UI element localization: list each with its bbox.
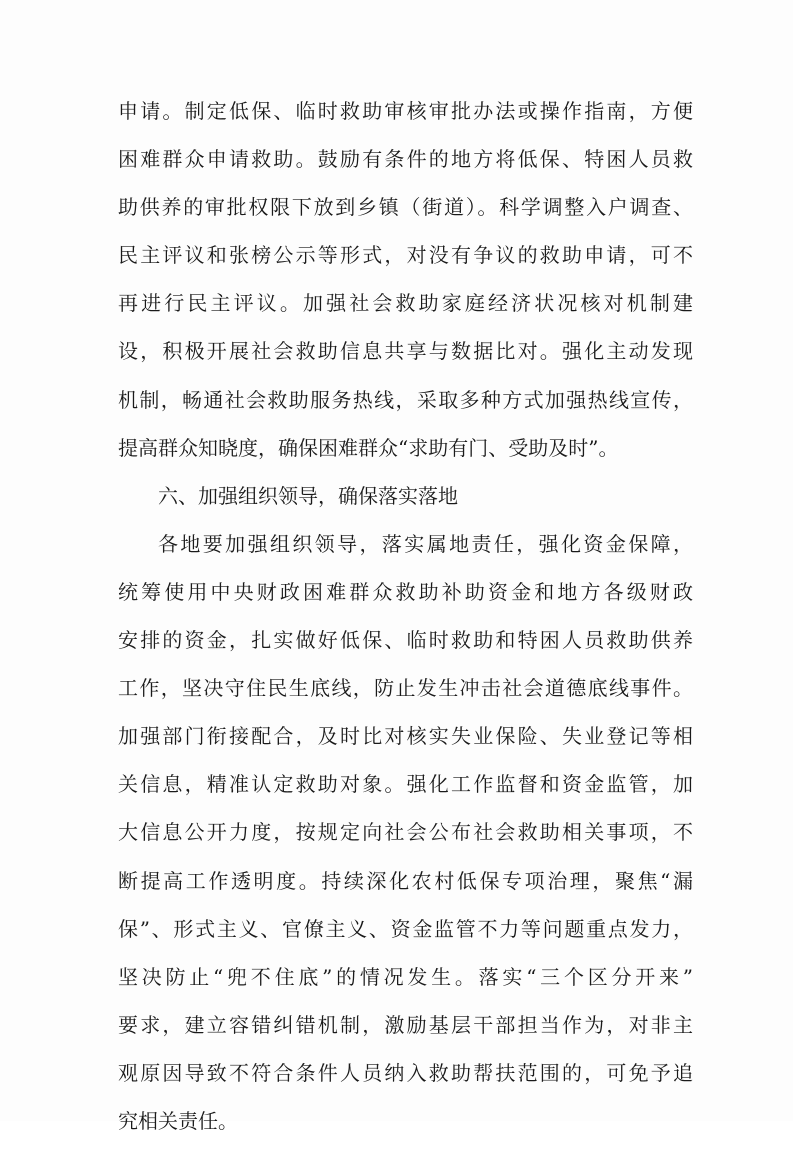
text-line: 申请。制定低保、临时救助审核审批办法或操作指南，方便 xyxy=(118,99,693,123)
document-body xyxy=(118,91,693,1149)
text-line: 工作，坚决守住民生底线，防止发生冲击社会道德底线事件。 xyxy=(118,676,693,701)
text-line: 安排的资金，扎实做好低保、临时救助和特困人员救助供养 xyxy=(118,628,693,653)
text-line: 统筹使用中央财政困难群众救助补助资金和地方各级财政 xyxy=(118,579,693,604)
text-line: 助供养的审批权限下放到乡镇（街道）。科学调整入户调查、 xyxy=(118,195,693,220)
text-line: 加强部门衔接配合，及时比对核实失业保险、失业登记等相 xyxy=(118,724,693,749)
text-line: 保”、形式主义、官僚主义、资金监管不力等问题重点发力， xyxy=(118,916,693,941)
text-line: 民主评议和张榜公示等形式，对没有争议的救助申请，可不 xyxy=(118,243,693,268)
text-line: 各地要加强组织领导，落实属地责任，强化资金保障， xyxy=(158,531,693,556)
text-line: 大信息公开力度，按规定向社会公布社会救助相关事项，不 xyxy=(118,820,693,845)
text-line: 观原因导致不符合条件人员纳入救助帮扶范围的，可免予追 xyxy=(118,1060,693,1085)
text-line: 提高群众知晓度，确保困难群众“求助有门、受助及时”。 xyxy=(118,435,619,460)
text-line: 机制，畅通社会救助服务热线，采取多种方式加强热线宣传， xyxy=(118,387,693,412)
text-line: 坚决防止“兜不住底”的情况发生。落实“三个区分开来” xyxy=(118,964,693,989)
text-line: 究相关责任。 xyxy=(118,1108,238,1133)
text-line: 断提高工作透明度。持续深化农村低保专项治理，聚焦“漏 xyxy=(118,868,693,893)
text-line: 关信息，精准认定救助对象。强化工作监督和资金监管，加 xyxy=(118,772,693,797)
text-line: 设，积极开展社会救助信息共享与数据比对。强化主动发现 xyxy=(118,339,693,364)
text-line: 要求，建立容错纠错机制，激励基层干部担当作为，对非主 xyxy=(118,1012,693,1037)
text-line: 再进行民主评议。加强社会救助家庭经济状况核对机制建 xyxy=(118,291,693,316)
section-heading: 六、加强组织领导，确保落实落地 xyxy=(158,483,458,508)
text-line: 困难群众申请救助。鼓励有条件的地方将低保、特困人员救 xyxy=(118,147,693,172)
